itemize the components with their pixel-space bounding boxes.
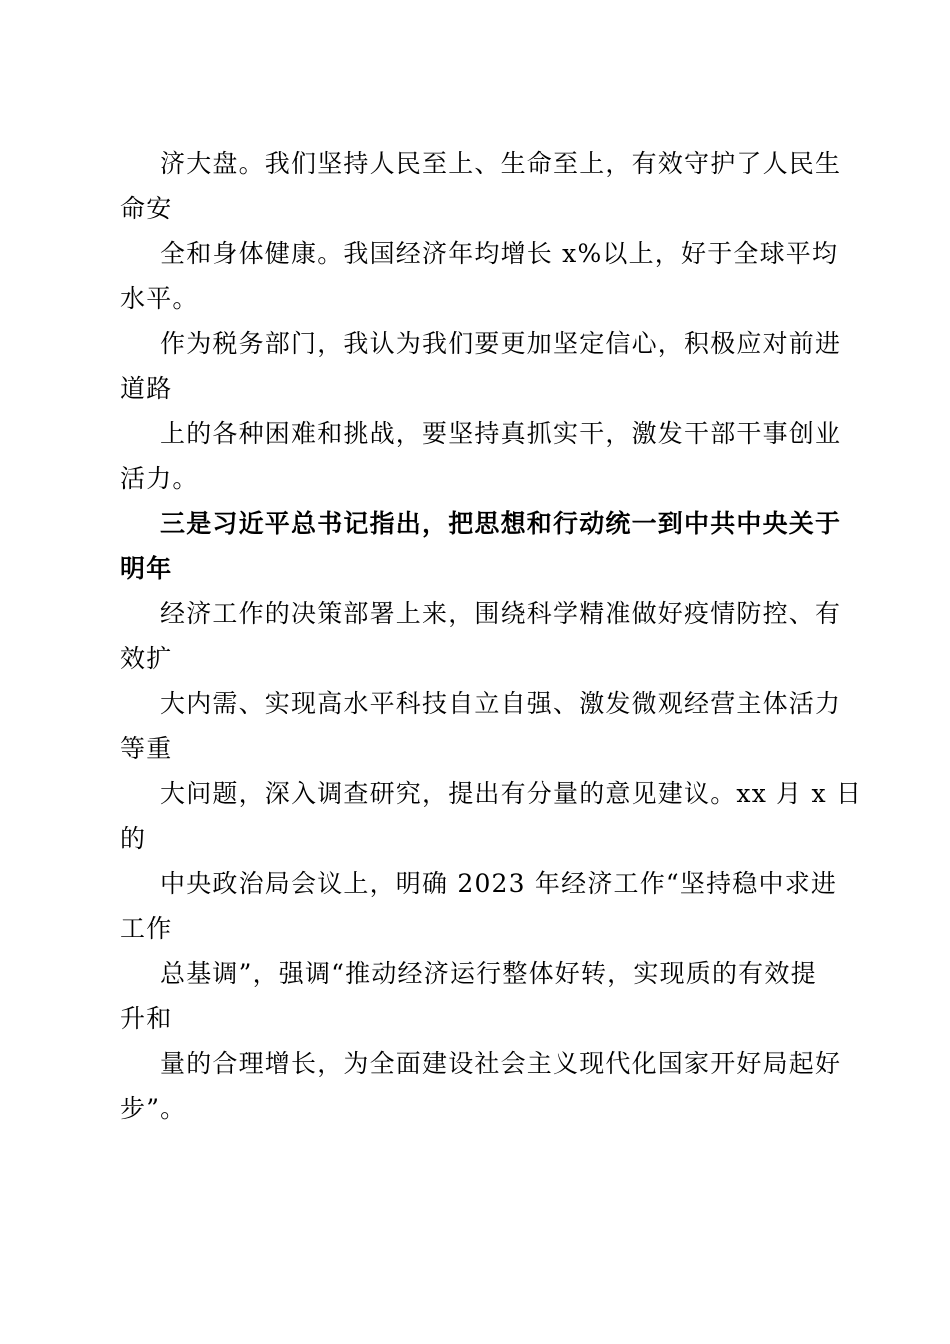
text-line: 命安 <box>120 194 173 223</box>
heading-line: 明年 <box>120 554 173 583</box>
text-line: 工作 <box>120 914 173 943</box>
heading-line: 三是习近平总书记指出，把思想和行动统一到中共中央关于 <box>160 509 842 538</box>
text-line: 量的合理增长，为全面建设社会主义现代化国家开好局起好 <box>160 1049 842 1078</box>
text-line: 大内需、实现高水平科技自立自强、激发微观经营主体活力 <box>160 689 842 718</box>
text-line: 中央政治局会议上，明确 2023 年经济工作“坚持稳中求进 <box>160 869 838 898</box>
text-line: 水平。 <box>120 284 199 313</box>
text-line: 全和身体健康。我国经济年均增长 x%以上，好于全球平均 <box>160 239 839 268</box>
text-line: 作为税务部门，我认为我们要更加坚定信心，积极应对前进 <box>160 329 842 358</box>
text-line: 活力。 <box>120 464 199 493</box>
text-line: 的 <box>120 824 147 853</box>
text-line: 上的各种困难和挑战，要坚持真抓实干，激发干部干事创业 <box>160 419 842 448</box>
text-line: 济大盘。我们坚持人民至上、生命至上，有效守护了人民生 <box>160 149 842 178</box>
document-body <box>120 141 863 1131</box>
text-line: 等重 <box>120 734 173 763</box>
text-line: 道路 <box>120 374 173 403</box>
text-line: 经济工作的决策部署上来，围绕科学精准做好疫情防控、有 <box>160 599 842 628</box>
text-line: 效扩 <box>120 644 173 673</box>
text-line: 步”。 <box>120 1094 187 1123</box>
text-line: 总基调”，强调“推动经济运行整体好转，实现质的有效提 <box>160 959 817 988</box>
text-line: 升和 <box>120 1004 173 1033</box>
text-line: 大问题，深入调查研究，提出有分量的意见建议。xx 月 x 日 <box>160 779 863 808</box>
